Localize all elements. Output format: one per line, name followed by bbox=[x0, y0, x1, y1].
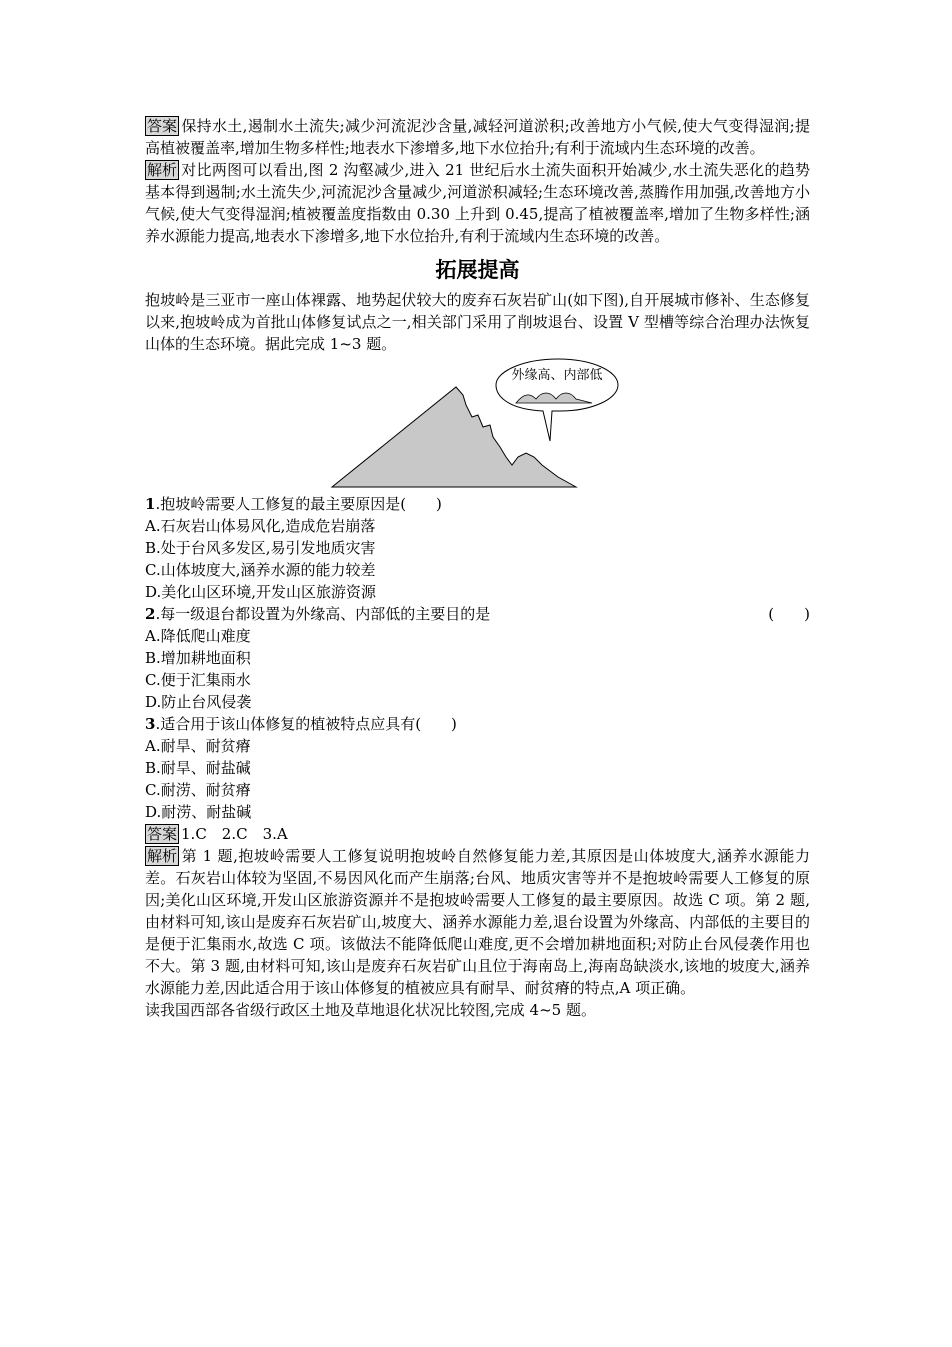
question-text: .每一级退台都设置为外缘高、内部低的主要目的是 bbox=[155, 605, 491, 623]
answer-text: 保持水土,遏制水土流失;减少河流泥沙含量,减轻河道淤积;改善地方小气候,使大气变得湿润;提高植被覆盖率,增加生物多样性;地表水下渗增多,地下水位抬升;有利于流域内生态环境的改善。 bbox=[145, 117, 810, 157]
section-title: 拓展提高 bbox=[435, 258, 520, 282]
option-c: C.耐涝、耐贫瘠 bbox=[145, 781, 251, 799]
question-number: 2 bbox=[145, 605, 156, 623]
mountain-figure bbox=[145, 357, 810, 489]
question-3 bbox=[145, 713, 810, 823]
final-line: 读我国西部各省级行政区土地及草地退化状况比较图,完成 4~5 题。 bbox=[145, 1001, 596, 1019]
question-text: .抱坡岭需要人工修复的最主要原因是( ) bbox=[155, 495, 442, 513]
analysis-paragraph-2 bbox=[145, 845, 810, 999]
option-b: B.处于台风多发区,易引发地质灾害 bbox=[145, 539, 376, 557]
question-number: 1 bbox=[145, 495, 156, 513]
option-d: D.防止台风侵袭 bbox=[145, 693, 252, 711]
answer-text: 1.C 2.C 3.A bbox=[181, 825, 288, 843]
question-stem bbox=[145, 713, 810, 735]
intro-paragraph: 抱坡岭是三亚市一座山体裸露、地势起伏较大的废弃石灰岩矿山(如下图),自开展城市修补、生态修复以来,抱坡岭成为首批山体修复试点之一,相关部门采用了削坡退台、设置 V 型槽等综合治理办法恢复山体的生态环境。据此完成 1~3 题。 bbox=[145, 291, 810, 353]
analysis-tag: 解析 bbox=[147, 847, 178, 865]
question-2 bbox=[145, 603, 810, 713]
analysis-text: 第 1 题,抱坡岭需要人工修复说明抱坡岭自然修复能力差,其原因是山体坡度大,涵养水源能力差。石灰岩山体较为坚固,不易因风化而产生崩落;台风、地质灾害等并不是抱坡岭需要人工修复的原因;美化山区环境,开发山区旅游资源并不是抱坡岭需要人工修复的最主要原因。故选 C 项。第 2 题,由材料可知,该山是废弃石灰岩矿山,坡度大、涵养水源能力差,退台设置为外缘高、内部低的主要目的是便于汇集雨水,故选 C 项。该做法不能降低爬山难度,更不会增加耕地面积;对防止台风侵袭作用也不大。第 3 题,由材料可知,该山是废弃石灰岩矿山且位于海南岛上,海南岛缺淡水,该地的坡度大,涵养水源能力差,因此适合用于该山体修复的植被应具有耐旱、耐贫瘠的特点,A 项正确。 bbox=[145, 847, 810, 997]
answer-tag: 答案 bbox=[147, 825, 178, 843]
answer-paragraph-2 bbox=[145, 823, 810, 845]
mountain-diagram bbox=[330, 357, 620, 489]
option-d: D.耐涝、耐盐碱 bbox=[145, 803, 252, 821]
question-1 bbox=[145, 493, 810, 603]
option-a: A.石灰岩山体易风化,造成危岩崩落 bbox=[145, 517, 376, 535]
analysis-paragraph-1 bbox=[145, 159, 810, 247]
question-text: .适合用于该山体修复的植被特点应具有( ) bbox=[155, 715, 457, 733]
answer-tag: 答案 bbox=[147, 117, 178, 135]
answer-paragraph-1 bbox=[145, 115, 810, 159]
analysis-text: 对比两图可以看出,图 2 沟壑减少,进入 21 世纪后水土流失面积开始减少,水土流失恶化的趋势基本得到遏制;水土流失少,河流泥沙含量减少,河道淤积减轻;生态环境改善,蒸腾作用加强,改善地方小气候,使大气变得湿润;植被覆盖度指数由 0.30 上升到 0.45,提高了植被覆盖率,增加了生物多样性;涵养水源能力提高,地表水下渗增多,地下水位抬升,有利于流域内生态环境的改善。 bbox=[145, 161, 810, 245]
option-c: C.山体坡度大,涵养水源的能力较差 bbox=[145, 561, 376, 579]
option-c: C.便于汇集雨水 bbox=[145, 671, 251, 689]
question-number: 3 bbox=[145, 715, 156, 733]
option-a: A.降低爬山难度 bbox=[145, 627, 251, 645]
option-b: B.耐旱、耐盐碱 bbox=[145, 759, 251, 777]
analysis-tag: 解析 bbox=[147, 161, 178, 179]
option-d: D.美化山区环境,开发山区旅游资源 bbox=[145, 583, 377, 601]
question-stem bbox=[145, 493, 810, 515]
content-column bbox=[145, 115, 810, 1021]
answer-parentheses: ( ) bbox=[768, 605, 810, 623]
question-stem bbox=[145, 603, 810, 625]
bubble-label: 外缘高、内部低 bbox=[511, 368, 603, 383]
option-b: B.增加耕地面积 bbox=[145, 649, 251, 667]
option-a: A.耐旱、耐贫瘠 bbox=[145, 737, 251, 755]
